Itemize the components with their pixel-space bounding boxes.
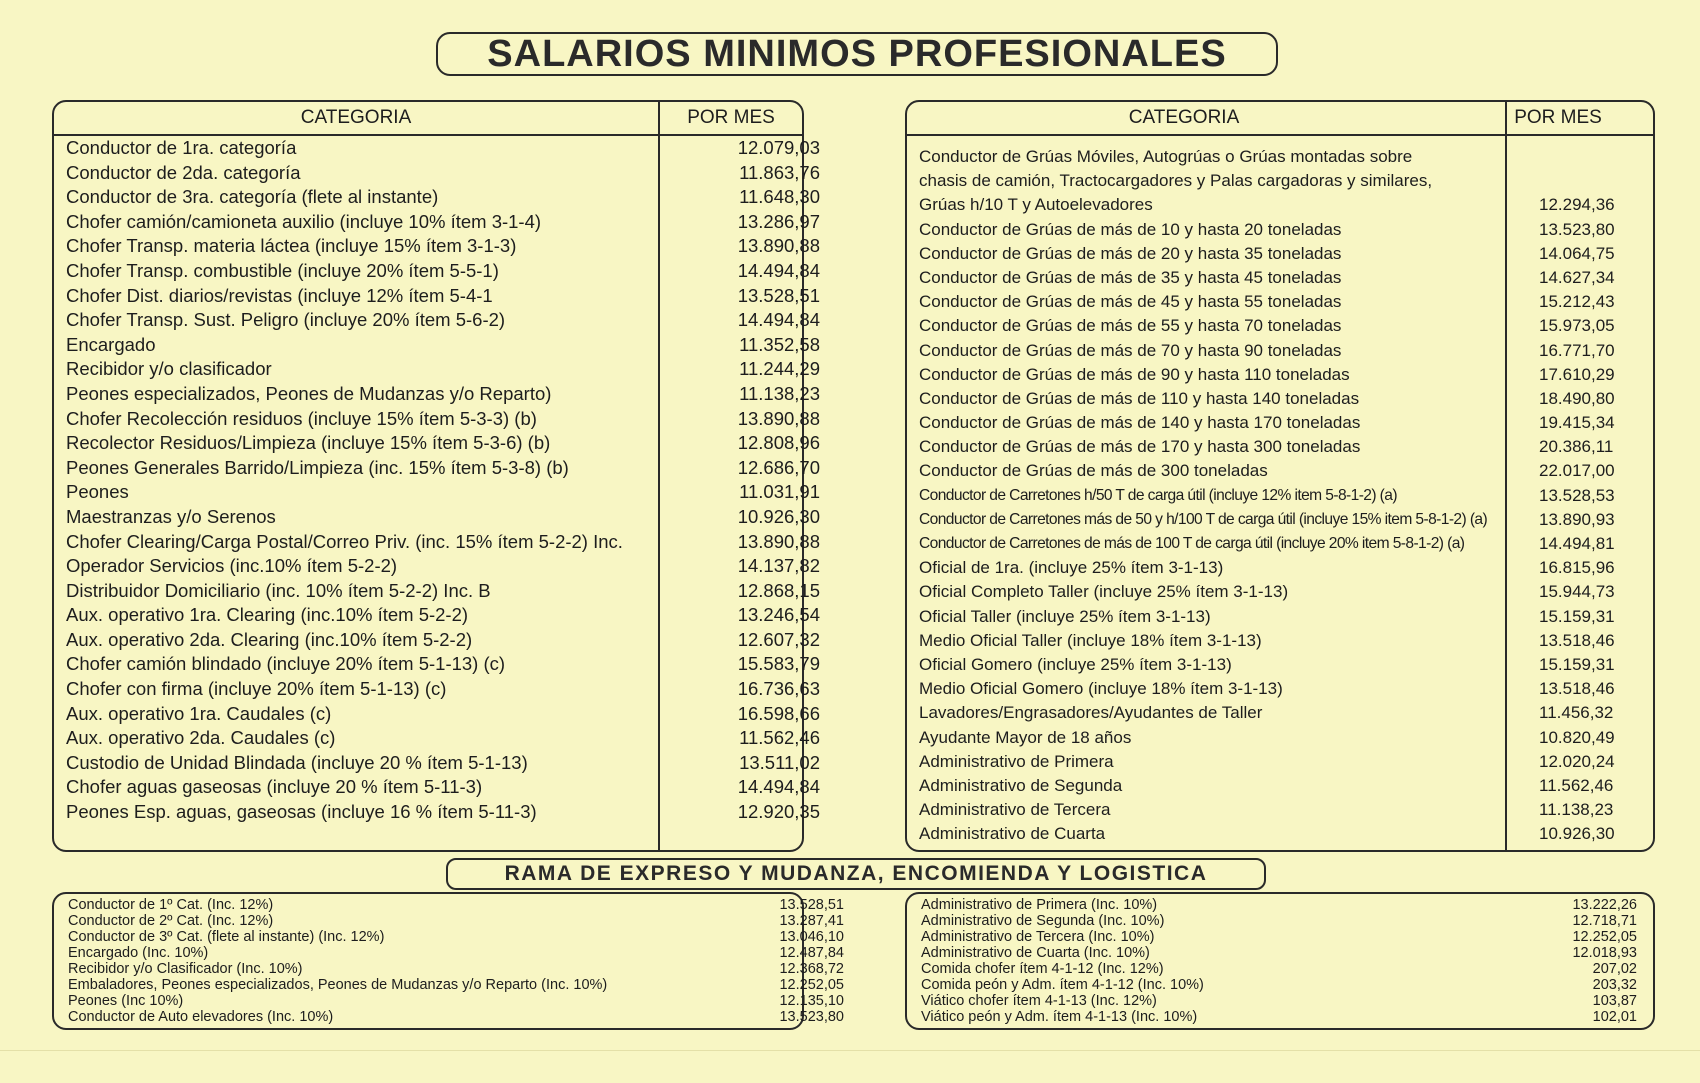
salary-cell: 15.973,05 xyxy=(1539,316,1615,336)
expreso-table-left xyxy=(52,892,844,1030)
table-row xyxy=(907,314,1653,338)
header-por-mes: POR MES xyxy=(1514,107,1602,128)
category-cell: Peones Generales Barrido/Limpieza (inc. 15% ítem 5-3-8) (b) xyxy=(66,456,569,478)
table-row xyxy=(907,459,1653,483)
salary-cell: 13.222,26 xyxy=(1572,897,1637,913)
table-row xyxy=(54,530,820,555)
salary-cell: 22.017,00 xyxy=(1539,461,1615,481)
salary-cell: 13.528,53 xyxy=(1539,485,1615,505)
table-body xyxy=(907,145,1653,846)
salary-cell: 15.583,79 xyxy=(737,653,820,675)
salary-cell: 11.562,46 xyxy=(739,727,820,749)
table-row xyxy=(54,800,820,825)
category-cell: Custodio de Unidad Blindada (incluye 20 % ítem 5-1-13) xyxy=(66,751,528,773)
category-cell: Administrativo de Tercera (Inc. 10%) xyxy=(921,929,1155,945)
category-cell: Aux. operativo 2da. Clearing (inc.10% ítem 5-2-2) xyxy=(66,628,473,650)
table-row xyxy=(907,218,1653,242)
table-row xyxy=(54,505,820,530)
salary-cell: 13.528,51 xyxy=(779,897,844,913)
category-cell: Administrativo de Primera xyxy=(919,751,1114,771)
table-row xyxy=(907,193,1653,217)
category-cell: Administrativo de Cuarta xyxy=(919,824,1106,844)
category-cell: Lavadores/Engrasadores/Ayudantes de Taller xyxy=(919,703,1263,723)
table-row xyxy=(54,751,820,776)
category-cell: Administrativo de Primera (Inc. 10%) xyxy=(921,897,1158,913)
table-row xyxy=(54,259,820,284)
category-cell: Embaladores, Peones especializados, Peones de Mudanzas y/o Reparto (Inc. 10%) xyxy=(68,977,608,993)
category-cell: Aux. operativo 1ra. Clearing (inc.10% ítem 5-2-2) xyxy=(66,604,469,626)
category-cell: Administrativo de Segunda (Inc. 10%) xyxy=(921,913,1165,929)
salary-cell: 16.736,63 xyxy=(737,678,820,700)
salary-cell: 12.252,05 xyxy=(1572,929,1637,945)
category-cell: Recibidor y/o clasificador xyxy=(66,358,272,380)
table-row xyxy=(54,431,820,456)
table-row xyxy=(54,929,844,945)
salary-cell: 11.456,32 xyxy=(1539,703,1614,723)
table-row xyxy=(54,628,820,653)
table-row xyxy=(907,580,1653,604)
table-row xyxy=(907,169,1653,193)
salary-cell: 11.244,29 xyxy=(739,358,820,380)
salary-cell: 11.138,23 xyxy=(1539,800,1614,820)
category-cell: Conductor de Carretones de más de 100 T de carga útil (incluye 20% item 5-8-1-2) (a) xyxy=(919,535,1465,552)
salary-cell: 20.386,11 xyxy=(1539,437,1614,457)
table-row xyxy=(54,603,820,628)
table-row xyxy=(54,185,820,210)
category-cell: Comida chofer ítem 4-1-12 (Inc. 12%) xyxy=(921,961,1164,977)
salary-cell: 11.352,58 xyxy=(739,333,820,355)
table-row xyxy=(54,945,844,961)
table-row xyxy=(54,480,820,505)
category-cell: chasis de camión, Tractocargadores y Palas cargadoras y similares, xyxy=(919,171,1433,191)
salary-cell: 12.607,32 xyxy=(737,628,820,650)
salary-cell: 12.718,71 xyxy=(1572,913,1637,929)
table-row xyxy=(54,702,820,727)
category-cell: Oficial Gomero (incluye 25% ítem 3-1-13) xyxy=(919,654,1232,674)
category-cell: Encargado (Inc. 10%) xyxy=(68,945,209,961)
category-cell: Conductor de Grúas de más de 140 y hasta 170 toneladas xyxy=(919,413,1361,433)
table-row xyxy=(907,411,1653,435)
salary-cell: 12.686,70 xyxy=(737,456,820,478)
header-por-mes: POR MES xyxy=(687,107,775,128)
salary-cell: 13.286,97 xyxy=(737,210,820,232)
table-row xyxy=(54,579,820,604)
salary-cell: 15.159,31 xyxy=(1539,654,1615,674)
header-categoria: CATEGORIA xyxy=(300,107,412,128)
category-cell: Medio Oficial Gomero (incluye 18% ítem 3-1-13) xyxy=(919,679,1283,699)
salary-cell: 13.046,10 xyxy=(779,929,844,945)
table-row xyxy=(907,532,1653,556)
category-cell: Conductor de Grúas de más de 110 y hasta 140 toneladas xyxy=(919,388,1360,408)
category-cell: Aux. operativo 2da. Caudales (c) xyxy=(66,727,336,749)
salary-cell: 207,02 xyxy=(1592,961,1637,977)
category-cell: Peones xyxy=(66,481,129,503)
salary-cell: 13.518,46 xyxy=(1539,630,1615,650)
table-row xyxy=(907,435,1653,459)
page-title: SALARIOS MINIMOS PROFESIONALES xyxy=(436,32,1278,76)
salary-cell: 14.494,84 xyxy=(737,776,820,798)
salary-cell: 15.944,73 xyxy=(1539,582,1615,602)
salary-cell: 13.890,88 xyxy=(737,235,820,257)
salary-cell: 13.528,51 xyxy=(737,284,820,306)
table-row xyxy=(54,382,820,407)
category-cell: Chofer con firma (incluye 20% ítem 5-1-13) (c) xyxy=(66,678,447,700)
salary-cell: 11.031,91 xyxy=(739,481,820,503)
category-cell: Viático chofer ítem 4-1-13 (Inc. 12%) xyxy=(921,993,1157,1009)
table-row xyxy=(54,554,820,579)
salary-cell: 12.079,03 xyxy=(737,137,820,158)
category-cell: Peones Esp. aguas, gaseosas (incluye 16 % ítem 5-11-3) xyxy=(66,801,537,823)
category-cell: Conductor de 2da. categoría xyxy=(66,161,301,183)
category-cell: Recibidor y/o Clasificador (Inc. 10%) xyxy=(68,961,303,977)
salary-cell: 11.648,30 xyxy=(739,186,820,208)
salary-cell: 16.598,66 xyxy=(737,702,820,724)
table-row xyxy=(907,945,1653,961)
salary-cell: 16.815,96 xyxy=(1539,558,1615,578)
salary-cell: 14.494,84 xyxy=(737,259,820,281)
salary-cell: 13.890,93 xyxy=(1539,509,1615,529)
salary-cell: 13.523,80 xyxy=(779,1009,844,1025)
table-row xyxy=(54,308,820,333)
salary-cell: 12.020,24 xyxy=(1539,751,1615,771)
category-cell: Conductor de Grúas Móviles, Autogrúas o Grúas montadas sobre xyxy=(919,147,1413,166)
table-row xyxy=(907,677,1653,701)
table-row xyxy=(54,977,844,993)
category-cell: Chofer Transp. Sust. Peligro (incluye 20% ítem 5-6-2) xyxy=(66,309,506,331)
salary-cell: 13.246,54 xyxy=(737,604,820,626)
table-row xyxy=(54,897,844,913)
table-body xyxy=(54,136,820,825)
category-cell: Conductor de Auto elevadores (Inc. 10%) xyxy=(68,1009,334,1025)
expreso-table-right xyxy=(905,892,1655,1030)
category-cell: Chofer Transp. materia láctea (incluye 15% ítem 3-1-3) xyxy=(66,235,517,257)
salary-cell: 18.490,80 xyxy=(1539,388,1615,408)
category-cell: Conductor de 1ra. categoría xyxy=(66,137,297,158)
salary-cell: 11.138,23 xyxy=(739,382,820,404)
table-row xyxy=(907,387,1653,411)
table-row xyxy=(907,750,1653,774)
table-header xyxy=(54,102,802,136)
category-cell: Chofer Transp. combustible (incluye 20% ítem 5-5-1) xyxy=(66,259,499,281)
table-row xyxy=(907,822,1653,846)
category-cell: Conductor de Carretones más de 50 y h/100 T de carga útil (incluye 15% item 5-8-1-2) (a) xyxy=(919,510,1488,528)
table-row xyxy=(54,407,820,432)
header-categoria: CATEGORIA xyxy=(1128,107,1240,128)
salary-cell: 17.610,29 xyxy=(1539,364,1615,384)
table-row xyxy=(54,1009,844,1025)
category-cell: Aux. operativo 1ra. Caudales (c) xyxy=(66,702,332,724)
category-cell: Maestranzas y/o Serenos xyxy=(66,505,276,527)
salary-cell: 13.287,41 xyxy=(779,913,844,929)
salary-cell: 13.518,46 xyxy=(1539,679,1615,699)
salary-cell: 13.523,80 xyxy=(1539,219,1615,239)
category-cell: Chofer Dist. diarios/revistas (incluye 12% ítem 5-4-1 xyxy=(66,284,493,306)
category-cell: Conductor de Grúas de más de 70 y hasta 90 toneladas xyxy=(919,340,1342,360)
category-cell: Distribuidor Domiciliario (inc. 10% ítem 5-2-2) Inc. B xyxy=(66,579,491,601)
category-cell: Oficial Completo Taller (incluye 25% ítem 3-1-13) xyxy=(919,582,1289,602)
salary-cell: 11.562,46 xyxy=(1539,775,1614,795)
salary-cell: 13.890,88 xyxy=(737,530,820,552)
table-row xyxy=(54,961,844,977)
table-row xyxy=(54,234,820,259)
salary-cell: 12.487,84 xyxy=(779,945,844,961)
salary-cell: 12.294,36 xyxy=(1539,195,1615,215)
category-cell: Conductor de Grúas de más de 35 y hasta 45 toneladas xyxy=(919,267,1342,287)
category-cell: Viático peón y Adm. ítem 4-1-13 (Inc. 10%) xyxy=(921,1009,1198,1025)
table-row xyxy=(54,913,844,929)
salary-cell: 12.252,05 xyxy=(779,977,844,993)
category-cell: Encargado xyxy=(66,333,156,355)
category-cell: Conductor de Grúas de más de 20 y hasta 35 toneladas xyxy=(919,243,1342,263)
category-cell: Conductor de Grúas de más de 10 y hasta 20 toneladas xyxy=(919,219,1342,239)
salary-cell: 14.494,81 xyxy=(1539,534,1615,553)
table-row xyxy=(54,993,844,1009)
table-row xyxy=(54,726,820,751)
salary-cell: 13.511,02 xyxy=(739,751,820,773)
table-row xyxy=(907,726,1653,750)
table-row xyxy=(907,1009,1653,1025)
table-row xyxy=(907,653,1653,677)
table-header xyxy=(907,102,1653,136)
category-cell: Conductor de Grúas de más de 90 y hasta 110 toneladas xyxy=(919,364,1350,384)
category-cell: Conductor de Grúas de más de 300 toneladas xyxy=(919,461,1268,481)
category-cell: Administrativo de Segunda xyxy=(919,775,1123,795)
table-row xyxy=(54,652,820,677)
salary-cell: 10.926,30 xyxy=(737,505,820,527)
table-row xyxy=(54,775,820,800)
table-row xyxy=(907,961,1653,977)
table-row xyxy=(54,210,820,235)
table-row xyxy=(54,136,820,161)
table-row xyxy=(907,363,1653,387)
category-cell: Chofer camión/camioneta auxilio (incluye 10% ítem 3-1-4) xyxy=(66,210,542,232)
table-row xyxy=(54,161,820,186)
salary-cell: 102,01 xyxy=(1592,1009,1637,1025)
table-row xyxy=(907,556,1653,580)
table-row xyxy=(907,701,1653,725)
table-row xyxy=(907,508,1653,532)
category-cell: Recolector Residuos/Limpieza (incluye 15% ítem 5-3-6) (b) xyxy=(66,432,551,454)
table-row xyxy=(907,929,1653,945)
table-row xyxy=(907,242,1653,266)
salary-cell: 14.627,34 xyxy=(1539,267,1615,287)
category-cell: Conductor de 2º Cat. (Inc. 12%) xyxy=(68,913,274,929)
salary-cell: 19.415,34 xyxy=(1539,413,1615,433)
table-row xyxy=(907,629,1653,653)
salary-table-left xyxy=(52,100,820,852)
salary-cell: 14.137,82 xyxy=(737,555,820,577)
salary-table-right xyxy=(905,100,1655,852)
category-cell: Chofer aguas gaseosas (incluye 20 % ítem 5-11-3) xyxy=(66,776,483,798)
table-row xyxy=(907,774,1653,798)
table-row xyxy=(54,456,820,481)
table-row xyxy=(907,897,1653,913)
category-cell: Chofer Clearing/Carga Postal/Correo Priv. (inc. 15% ítem 5-2-2) Inc. xyxy=(66,530,623,552)
category-cell: Conductor de Grúas de más de 55 y hasta 70 toneladas xyxy=(919,316,1342,336)
category-cell: Oficial Taller (incluye 25% ítem 3-1-13) xyxy=(919,606,1211,626)
table-row xyxy=(907,798,1653,822)
category-cell: Medio Oficial Taller (incluye 18% ítem 3-1-13) xyxy=(919,630,1262,650)
table-row xyxy=(907,339,1653,363)
table-row xyxy=(54,357,820,382)
table-row xyxy=(907,993,1653,1009)
table-row xyxy=(907,913,1653,929)
table-row xyxy=(54,333,820,358)
section-subtitle: RAMA DE EXPRESO Y MUDANZA, ENCOMIENDA Y LOGISTICA xyxy=(446,858,1266,890)
category-cell: Oficial de 1ra. (incluye 25% ítem 3-1-13) xyxy=(919,558,1224,578)
table-row xyxy=(907,977,1653,993)
category-cell: Ayudante Mayor de 18 años xyxy=(919,727,1132,747)
salary-cell: 203,32 xyxy=(1592,977,1637,993)
page-edge xyxy=(0,1050,1700,1051)
salary-cell: 11.863,76 xyxy=(739,161,820,183)
salary-cell: 15.159,31 xyxy=(1539,606,1615,626)
table-row xyxy=(54,284,820,309)
category-cell: Conductor de Grúas de más de 170 y hasta 300 toneladas xyxy=(919,437,1361,457)
category-cell: Conductor de Grúas de más de 45 y hasta 55 toneladas xyxy=(919,292,1342,312)
category-cell: Operador Servicios (inc.10% ítem 5-2-2) xyxy=(66,555,398,577)
salary-cell: 14.064,75 xyxy=(1539,243,1615,263)
table-body xyxy=(54,897,844,1025)
table-row xyxy=(907,266,1653,290)
table-row xyxy=(907,605,1653,629)
category-cell: Administrativo de Cuarta (Inc. 10%) xyxy=(921,945,1150,961)
salary-cell: 15.212,43 xyxy=(1539,292,1615,312)
category-cell: Peones especializados, Peones de Mudanzas y/o Reparto) xyxy=(66,382,552,404)
salary-cell: 12.920,35 xyxy=(737,801,820,823)
salary-cell: 12.368,72 xyxy=(779,961,844,977)
category-cell: Conductor de 3º Cat. (flete al instante) (Inc. 12%) xyxy=(68,929,385,945)
salary-cell: 16.771,70 xyxy=(1539,340,1615,360)
table-row xyxy=(907,290,1653,314)
table-row xyxy=(54,677,820,702)
salary-cell: 12.808,96 xyxy=(737,432,820,454)
salary-cell: 12.135,10 xyxy=(779,993,844,1009)
category-cell: Comida peón y Adm. ítem 4-1-12 (Inc. 10%) xyxy=(921,977,1204,993)
table-body xyxy=(907,897,1653,1025)
category-cell: Chofer Recolección residuos (incluye 15% ítem 5-3-3) (b) xyxy=(66,407,537,429)
table-row xyxy=(907,484,1653,508)
salary-cell: 103,87 xyxy=(1592,993,1637,1009)
category-cell: Administrativo de Tercera xyxy=(919,800,1111,820)
salary-cell: 10.926,30 xyxy=(1539,824,1615,844)
category-cell: Conductor de 3ra. categoría (flete al instante) xyxy=(66,186,439,208)
salary-cell: 10.820,49 xyxy=(1539,727,1615,747)
salary-cell: 14.494,84 xyxy=(737,309,820,331)
category-cell: Conductor de Carretones h/50 T de carga útil (incluye 12% item 5-8-1-2) (a) xyxy=(919,486,1397,504)
table-row xyxy=(907,145,1653,169)
salary-cell: 13.890,88 xyxy=(737,407,820,429)
category-cell: Conductor de 1º Cat. (Inc. 12%) xyxy=(68,897,274,913)
salary-cell: 12.868,15 xyxy=(737,579,820,601)
category-cell: Peones (Inc 10%) xyxy=(68,993,184,1009)
category-cell: Grúas h/10 T y Autoelevadores xyxy=(919,195,1153,215)
salary-cell: 12.018,93 xyxy=(1572,945,1637,961)
category-cell: Chofer camión blindado (incluye 20% ítem 5-1-13) (c) xyxy=(66,653,506,675)
